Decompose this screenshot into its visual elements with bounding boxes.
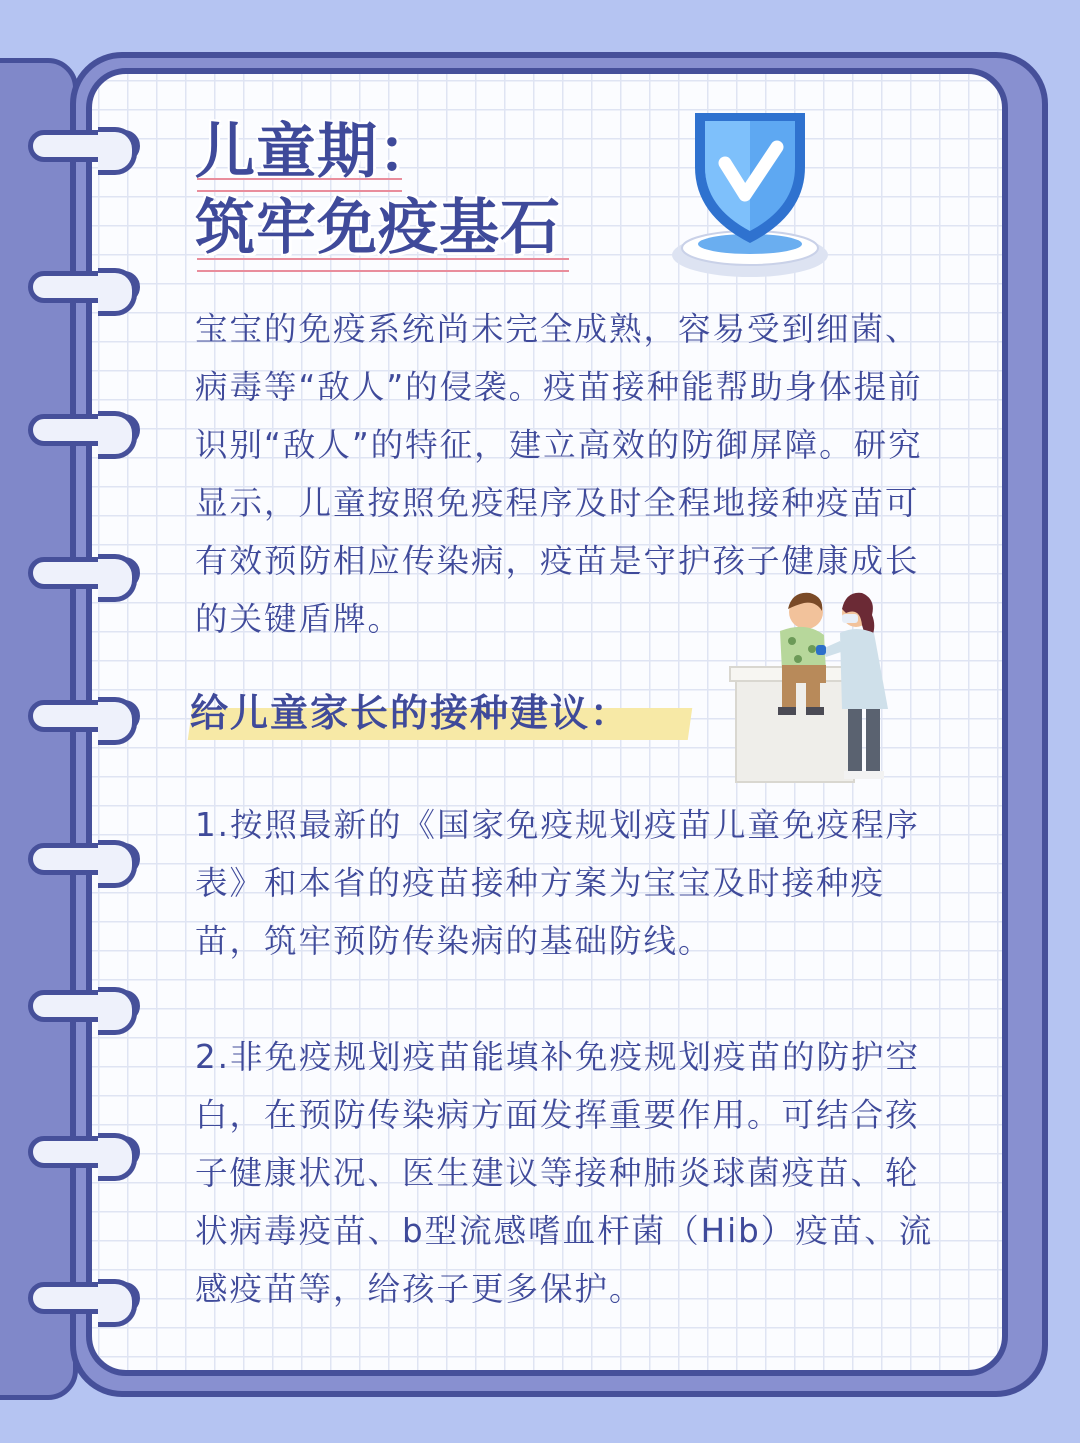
shield-check-icon [665, 105, 835, 285]
page-title-line-1: 儿童期： [195, 117, 439, 187]
spiral-ring [28, 130, 140, 162]
advice-heading-block [190, 682, 630, 737]
spiral-ring [28, 271, 140, 303]
spiral-ring [28, 843, 140, 875]
title-underline [197, 178, 402, 192]
spiral-ring [28, 1136, 140, 1168]
spiral-ring [28, 990, 140, 1022]
title-underline [197, 258, 569, 272]
advice-item-1: 1.按照最新的《国家免疫规划疫苗儿童免疫程序表》和本省的疫苗接种方案为宝宝及时接种疫苗，筑牢预防传染病的基础防线。 [195, 806, 921, 960]
advice-heading: 给儿童家长的接种建议： [190, 691, 631, 735]
advice-item-2: 2.非免疫规划疫苗能填补免疫规划疫苗的防护空白，在预防传染病方面发挥重要作用。可结合孩子健康状况、医生建议等接种肺炎球菌疫苗、轮状病毒疫苗、b型流感嗜血杆菌（Hib）疫苗、流感疫苗等，给孩子更多保护。 [195, 1038, 934, 1308]
intro-paragraph: 宝宝的免疫系统尚未完全成熟，容易受到细菌、病毒等“敌人”的侵袭。疫苗接种能帮助身体提前识别“敌人”的特征，建立高效的防御屏障。研究显示，儿童按照免疫程序及时全程地接种疫苗可有效预防相应传染病，疫苗是守护孩子健康成长的关键盾牌。 [195, 310, 923, 638]
spiral-ring [28, 557, 140, 589]
spiral-ring [28, 700, 140, 732]
doctor-vaccinating-child-illustration [728, 585, 913, 790]
spiral-ring [28, 1282, 140, 1314]
page-title-line-2: 筑牢免疫基石 [195, 193, 561, 263]
spiral-ring [28, 414, 140, 446]
